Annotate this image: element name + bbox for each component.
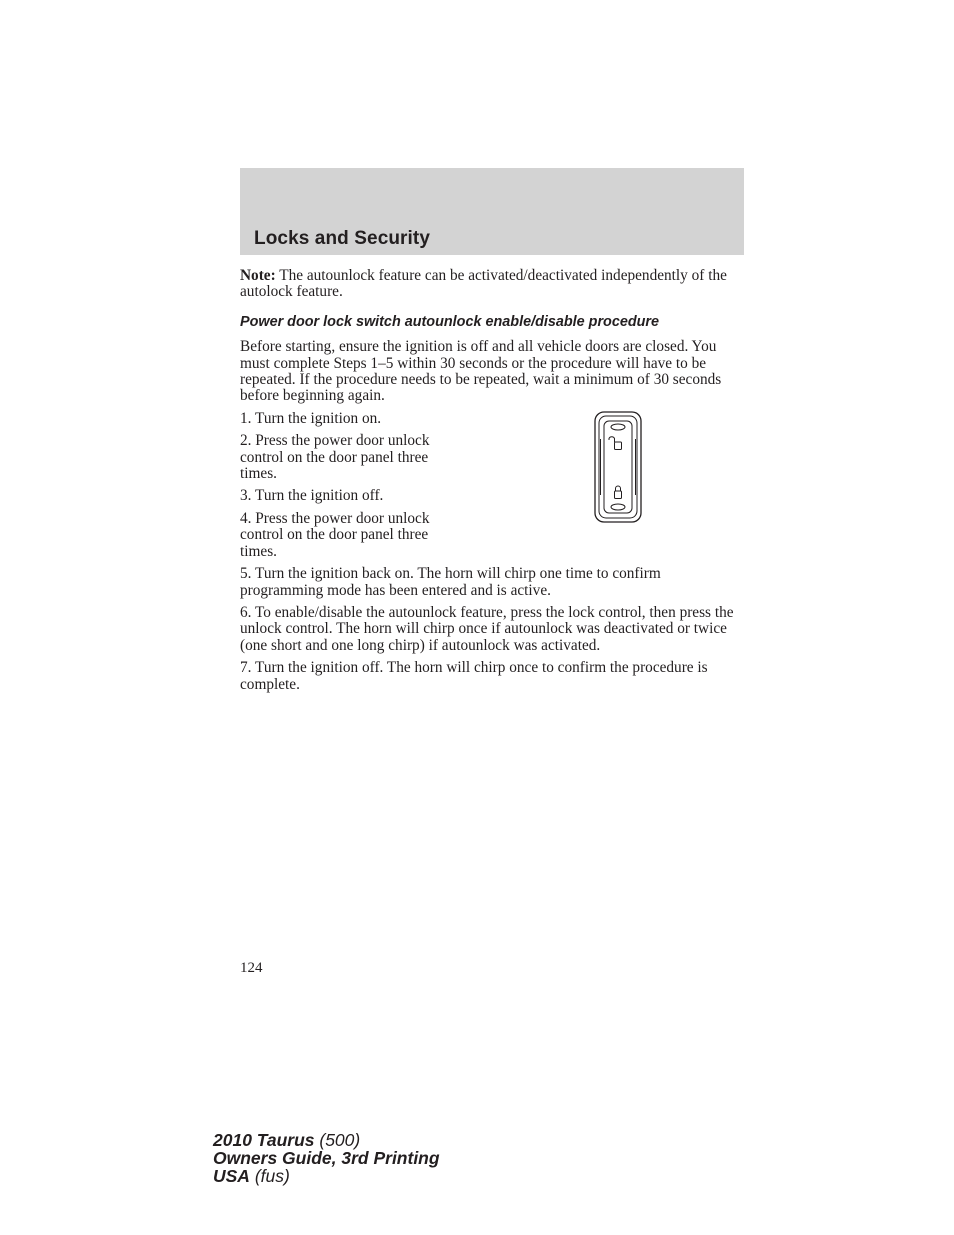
footer-line-1: 2010 Taurus (500) bbox=[213, 1130, 361, 1150]
step-4: 4. Press the power door unlock control on the door panel three times. bbox=[240, 509, 430, 560]
page-content bbox=[240, 268, 746, 699]
step-7: 7. Turn the ignition off. The horn will chirp once to confirm the procedure is complete. bbox=[240, 659, 708, 693]
steps-list bbox=[240, 411, 746, 693]
note-label: Note: bbox=[240, 267, 276, 284]
lock-icon bbox=[615, 486, 622, 499]
procedure-subheading: Power door lock switch autounlock enable/disable procedure bbox=[240, 313, 660, 330]
section-title: Locks and Security bbox=[254, 228, 431, 249]
section-header-band bbox=[240, 168, 744, 255]
footer-line-3: USA (fus) bbox=[213, 1166, 290, 1186]
page-number: 124 bbox=[240, 960, 263, 976]
note-paragraph bbox=[240, 268, 746, 301]
door-lock-switch-illustration bbox=[593, 411, 643, 523]
step-3: 3. Turn the ignition off. bbox=[240, 487, 384, 505]
document-footer bbox=[213, 1131, 440, 1185]
step-2: 2. Press the power door unlock control on the door panel three times. bbox=[240, 432, 430, 483]
step-6: 6. To enable/disable the autounlock feature, press the lock control, then press the unlock control. The horn will chirp once if autounlock was deactivated or twice (one short and one long chirp) if autounlock was activated. bbox=[240, 603, 734, 654]
step-5: 5. Turn the ignition back on. The horn will chirp one time to confirm programming mode has been entered and is active. bbox=[240, 565, 661, 599]
steps-narrow-column bbox=[240, 411, 746, 560]
intro-paragraph: Before starting, ensure the ignition is off and all vehicle doors are closed. You must complete Steps 1–5 within 30 seconds or the procedure will have to be repeated. If the procedure needs to be repeated, wait a minimum of 30 seconds before beginning again. bbox=[240, 338, 722, 405]
note-text: The autounlock feature can be activated/deactivated independently of the autolock feature. bbox=[240, 267, 727, 301]
step-1: 1. Turn the ignition on. bbox=[240, 409, 382, 427]
footer-line-2: Owners Guide, 3rd Printing bbox=[213, 1148, 440, 1168]
unlock-icon bbox=[609, 437, 622, 450]
